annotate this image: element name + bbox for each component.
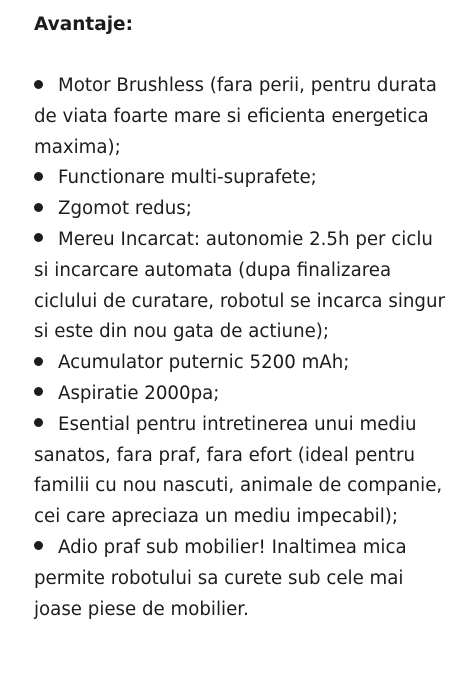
bullet-icon [34, 80, 43, 89]
list-item [34, 533, 446, 625]
bullet-icon [34, 172, 43, 181]
list-item-text: Acumulator puternic 5200 mAh; [58, 352, 350, 374]
list-item [34, 348, 446, 379]
list-item [34, 225, 446, 348]
advantages-list [34, 71, 446, 625]
list-item-text: Mereu Incarcat: autonomie 2.5h per ciclu si incarcare automata (dupa finalizarea ciclului de curatare, robotul se incarca singur si este din nou gata de actiune); [34, 228, 445, 343]
list-item [34, 163, 446, 194]
bullet-icon [34, 203, 43, 212]
list-item [34, 379, 446, 410]
list-item-text: Esential pentru intretinerea unui mediu sanatos, fara praf, fara efort (ideal pentru familii cu nou nascuti, animale de companie, cei care apreciaza un mediu impecabil); [34, 413, 443, 528]
bullet-icon [34, 387, 43, 396]
section-heading: Avantaje: [34, 14, 133, 35]
spacer [34, 40, 446, 71]
bullet-icon [34, 233, 43, 242]
list-item-text: Aspiratie 2000pa; [58, 382, 220, 404]
list-item-text: Zgomot redus; [58, 198, 192, 220]
bullet-icon [34, 541, 43, 550]
bullet-icon [34, 357, 43, 366]
list-item [34, 194, 446, 225]
bullet-icon [34, 418, 43, 427]
list-item [34, 71, 446, 163]
list-item-text: Functionare multi-suprafete; [58, 167, 317, 189]
list-item-text: Motor Brushless (fara perii, pentru durata de viata foarte mare si eficienta energetica maxima); [34, 75, 437, 158]
list-item-text: Adio praf sub mobilier! Inaltimea mica permite robotului sa curete sub cele mai joase piese de mobilier. [34, 536, 407, 620]
list-item [34, 410, 446, 533]
